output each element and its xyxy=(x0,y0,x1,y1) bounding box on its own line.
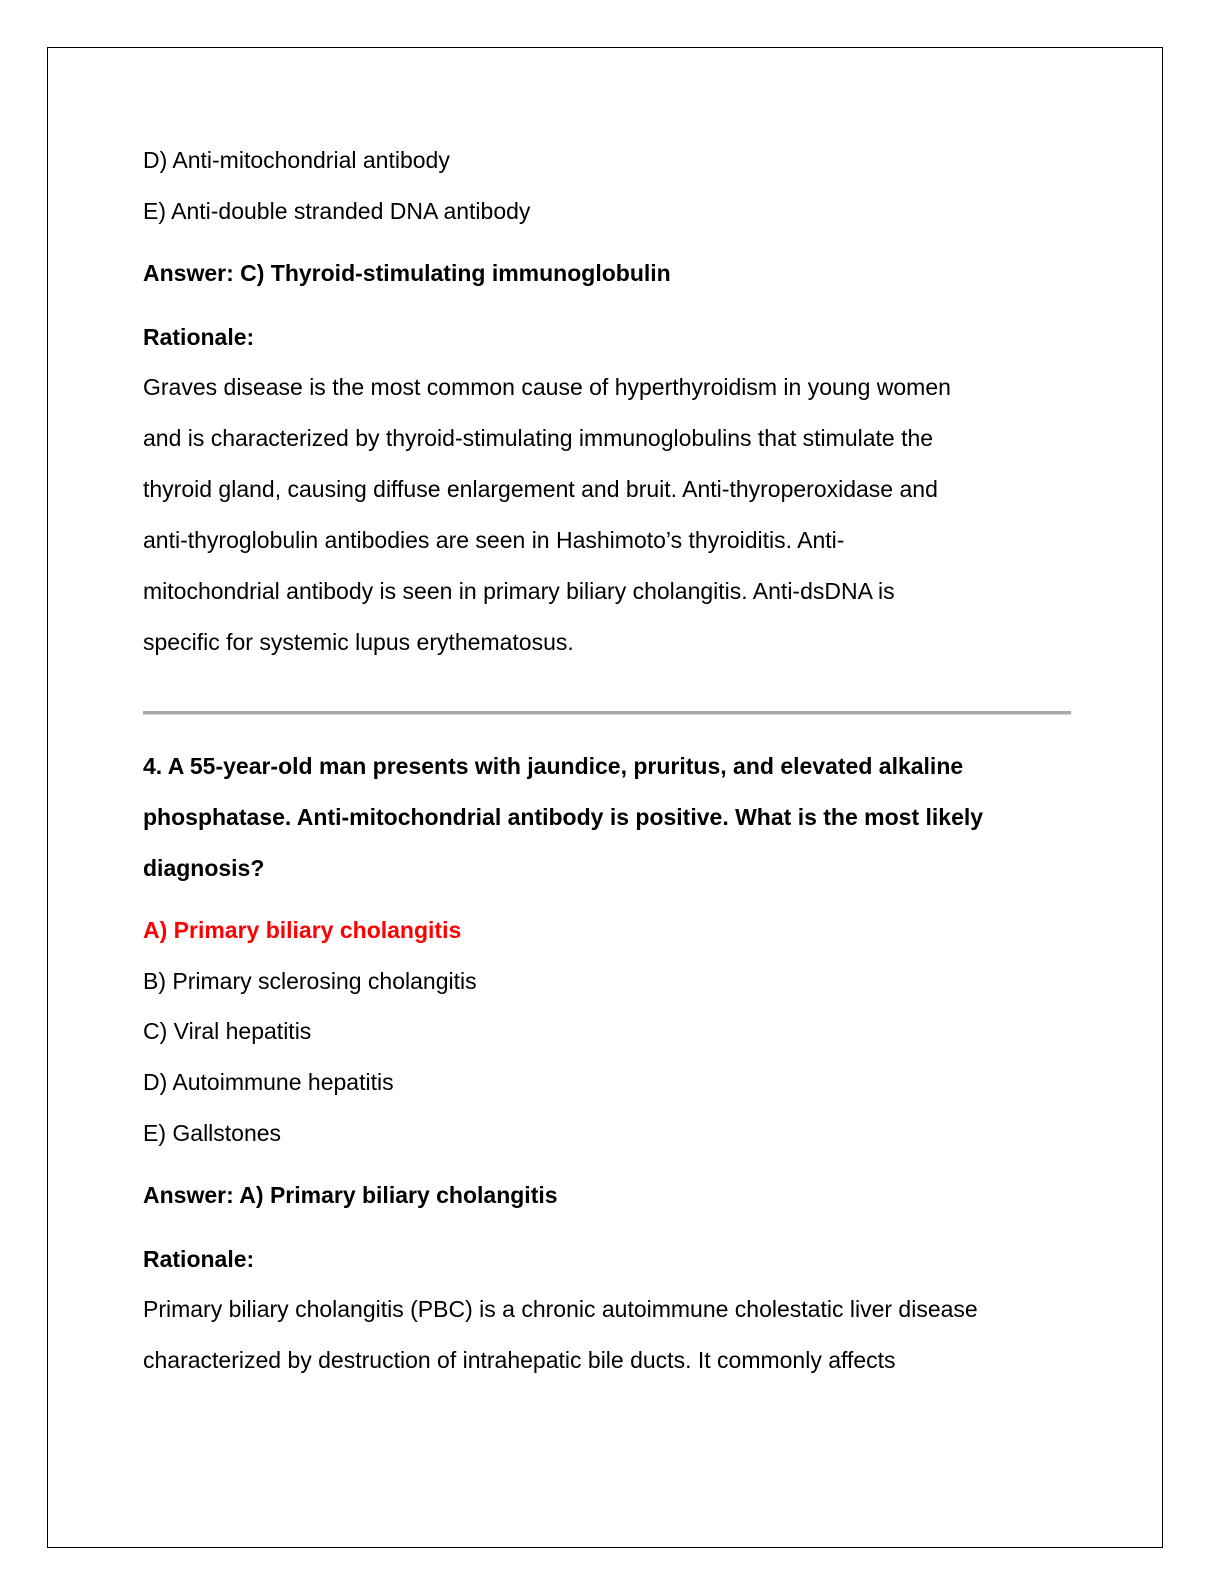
prev-rationale-line: and is characterized by thyroid-stimulating immunoglobulins that stimulate the xyxy=(143,425,934,451)
q4-option-e: E) Gallstones xyxy=(143,1120,282,1146)
q4-option-d: D) Autoimmune hepatitis xyxy=(143,1069,394,1095)
prev-rationale-line: mitochondrial antibody is seen in primary biliary cholangitis. Anti-dsDNA is xyxy=(143,578,895,604)
q4-option-c: C) Viral hepatitis xyxy=(143,1018,312,1044)
q4-stem-line: 4. A 55-year-old man presents with jaundice, pruritus, and elevated alkaline xyxy=(143,753,964,779)
prev-rationale-line: thyroid gland, causing diffuse enlargement and bruit. Anti-thyroperoxidase and xyxy=(143,476,938,502)
q4-rationale-line: characterized by destruction of intrahepatic bile ducts. It commonly affects xyxy=(143,1347,896,1373)
prev-rationale-line: specific for systemic lupus erythematosus. xyxy=(143,629,574,655)
q4-rationale-line: Primary biliary cholangitis (PBC) is a chronic autoimmune cholestatic liver disease xyxy=(143,1296,978,1322)
section-divider xyxy=(143,711,1071,715)
prev-rationale-line: Graves disease is the most common cause of hyperthyroidism in young women xyxy=(143,374,951,400)
prev-rationale-heading: Rationale: xyxy=(143,324,255,350)
prev-option-e: E) Anti-double stranded DNA antibody xyxy=(143,198,531,224)
q4-stem-line: diagnosis? xyxy=(143,855,265,881)
q4-stem-line: phosphatase. Anti-mitochondrial antibody is positive. What is the most likely xyxy=(143,804,984,830)
q4-answer: Answer: A) Primary biliary cholangitis xyxy=(143,1182,558,1208)
q4-rationale-heading: Rationale: xyxy=(143,1246,255,1272)
prev-rationale-line: anti-thyroglobulin antibodies are seen in Hashimoto’s thyroiditis. Anti- xyxy=(143,527,845,553)
prev-answer: Answer: C) Thyroid-stimulating immunoglobulin xyxy=(143,260,671,286)
q4-option-a-correct: A) Primary biliary cholangitis xyxy=(143,917,462,943)
prev-option-d: D) Anti-mitochondrial antibody xyxy=(143,147,450,173)
q4-option-b: B) Primary sclerosing cholangitis xyxy=(143,968,477,994)
